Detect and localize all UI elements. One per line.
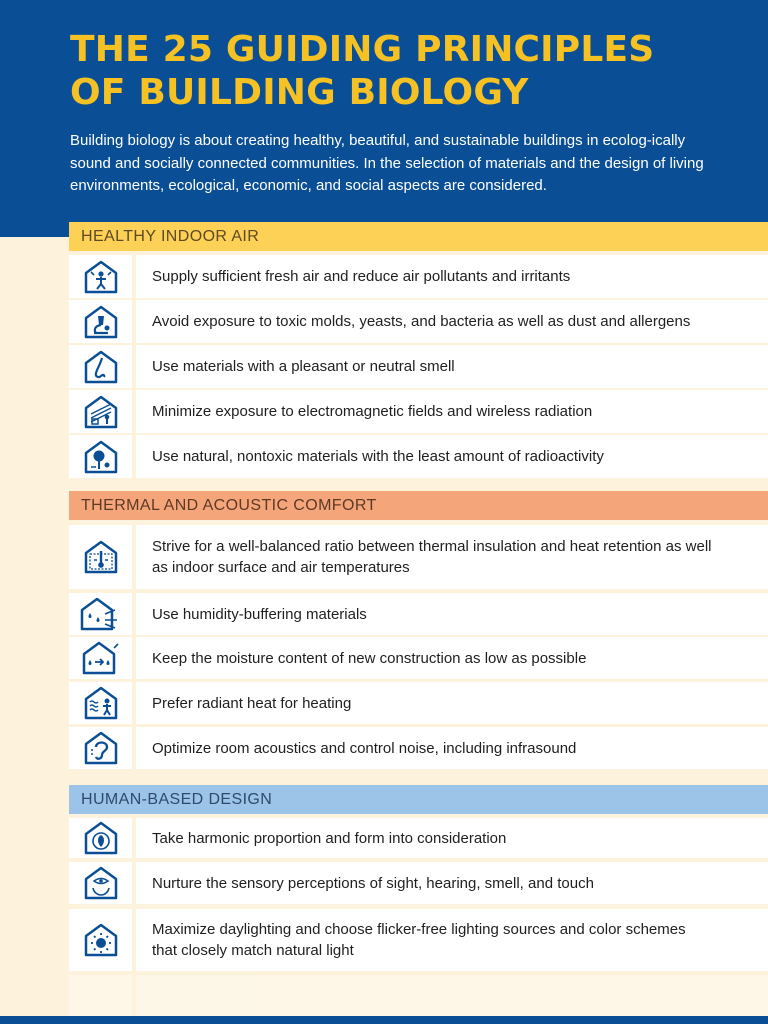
principle-text: Minimize exposure to electromagnetic fields and wireless radiation [152, 403, 593, 420]
principle-text: Supply sufficient fresh air and reduce air pollutants and irritants [152, 268, 571, 285]
list-item [69, 682, 768, 724]
intro-paragraph: Building biology is about creating healthy, beautiful, and sustainable buildings in ecolog-ically sound and socially connected communities. In the selection of materials and the design of living environments, ecological, economic, and social aspects are considered. [70, 132, 704, 194]
section-header-human-based-design: HUMAN-BASED DESIGN [69, 785, 768, 814]
list-item [69, 862, 768, 904]
harmonic-proportion-icon [69, 818, 132, 858]
list-item [69, 255, 768, 298]
list-item [69, 435, 768, 478]
list-item [69, 300, 768, 343]
list-item [69, 727, 768, 769]
principle-text: Use humidity-buffering materials [152, 605, 367, 623]
list-item [69, 390, 768, 433]
principle-text: Avoid exposure to toxic molds, yeasts, and bacteria as well as dust and allergens [152, 313, 691, 330]
principle-text: Take harmonic proportion and form into consideration [152, 829, 507, 847]
natural-material-tree-icon [69, 435, 132, 478]
section-header-healthy-indoor-air: HEALTHY INDOOR AIR [69, 222, 768, 251]
list-item [69, 525, 768, 589]
principle-text: Prefer radiant heat for heating [152, 694, 352, 712]
radiant-heat-person-icon [69, 682, 132, 724]
principle-text: Keep the moisture content of new construction as low as possible [152, 649, 587, 667]
page-title [70, 28, 750, 114]
sun-icon [69, 909, 132, 971]
list-item [69, 593, 768, 635]
list-item [69, 345, 768, 388]
bottom-bar [0, 1016, 768, 1024]
principle-text: Maximize daylighting and choose flicker-free lighting sources and color schemes that closely match natural light [152, 921, 686, 959]
moisture-arrows-icon [69, 637, 132, 679]
principle-text: Optimize room acoustics and control noise, including infrasound [152, 739, 577, 757]
eye-hand-icon [69, 862, 132, 904]
microscope-icon [69, 300, 132, 343]
principle-text: Use materials with a pleasant or neutral smell [152, 358, 455, 375]
list-item [69, 909, 768, 971]
list-item-faded [69, 975, 768, 1016]
title-line-1: THE 25 GUIDING PRINCIPLES [70, 29, 655, 70]
section-header-thermal-acoustic-comfort: THERMAL AND ACOUSTIC COMFORT [69, 491, 768, 520]
title-line-2: OF BUILDING BIOLOGY [70, 72, 529, 113]
ear-icon [69, 727, 132, 769]
ventilation-person-icon [69, 255, 132, 298]
humidity-drops-icon [69, 593, 132, 635]
radiation-waves-icon [69, 390, 132, 433]
principle-text: Strive for a well-balanced ratio between thermal insulation and heat retention as well as indoor surface and air temperatures [152, 538, 712, 576]
principle-text: Use natural, nontoxic materials with the least amount of radioactivity [152, 448, 604, 465]
nose-icon [69, 345, 132, 388]
list-item [69, 818, 768, 858]
list-item [69, 637, 768, 679]
principle-text: Nurture the sensory perceptions of sight, hearing, smell, and touch [152, 874, 594, 892]
thermometer-icon [69, 525, 132, 589]
